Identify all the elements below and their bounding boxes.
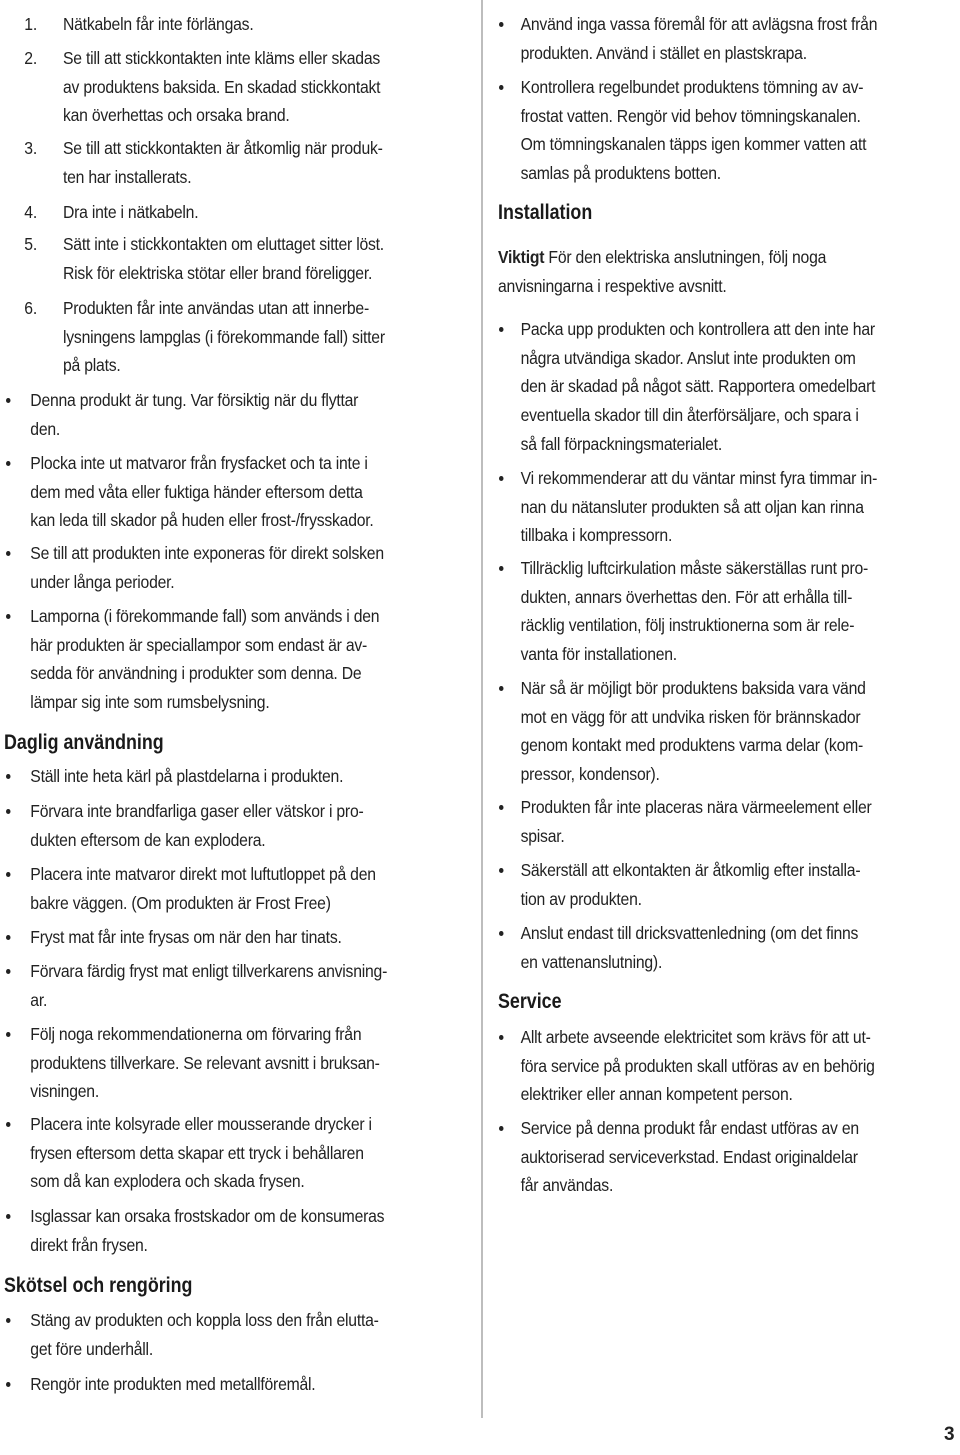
text-line: Nätkabeln får inte förlängas. <box>63 14 254 34</box>
section-heading-skotsel: Skötsel och rengöring <box>4 1274 193 1297</box>
text-line: Packa upp produkten och kontrollera att den inte har <box>520 319 875 339</box>
text-line: visningen. <box>30 1081 99 1102</box>
bullet-icon <box>6 809 11 814</box>
bullet-icon <box>499 85 504 90</box>
text-line: så fall förpackningsmaterialet. <box>520 433 722 454</box>
text-line: Dra inte i nätkabeln. <box>63 202 199 222</box>
text-line: den. <box>30 418 61 439</box>
text-line: Se till att produkten inte exponeras för direkt solsken <box>30 543 384 563</box>
text-line: samlas på produktens botten. <box>520 163 721 184</box>
text-line: Tillräcklig luftcirkulation måste säkerställas runt pro- <box>520 558 869 578</box>
text-line: Stäng av produkten och koppla loss den från elutta- <box>30 1310 379 1330</box>
text-line: spisar. <box>520 825 565 846</box>
text-line: den är skadad på något sätt. Rapportera omedelbart <box>520 376 876 397</box>
section-heading-daglig: Daglig användning <box>4 731 164 754</box>
text-line: get före underhåll. <box>30 1338 153 1359</box>
text-line: Förvara inte brandfarliga gaser eller vätskor i pro- <box>30 801 364 821</box>
text-line: direkt från frysen. <box>30 1234 148 1255</box>
bullet-icon <box>499 476 504 481</box>
text-line: lysningens lampglas (i förekommande fall) sitter <box>63 326 385 347</box>
text-line: Säkerställ att elkontakten är åtkomlig efter installa- <box>520 860 861 880</box>
text-line: Placera inte matvaror direkt mot luftutloppet på den <box>30 864 376 884</box>
bullet-icon <box>499 327 504 332</box>
text-line: kan överhettas och orsaka brand. <box>63 105 290 126</box>
bullet-icon <box>6 1032 11 1037</box>
text-line: en vattenanslutning). <box>520 951 663 972</box>
text-line: Denna produkt är tung. Var försiktig när du flyttar <box>30 390 359 410</box>
column-divider <box>481 0 483 1418</box>
text-line: elektriker eller annan kompetent person. <box>520 1084 793 1105</box>
bullet-icon <box>6 1382 11 1387</box>
text-line: Kontrollera regelbundet produktens tömning av av- <box>520 77 864 97</box>
text-line: mot en vägg för att undvika risken för brännskador <box>520 706 861 727</box>
text-line: Vi rekommenderar att du väntar minst fyra timmar in- <box>520 468 878 488</box>
text-line: Ställ inte heta kärl på plastdelarna i produkten. <box>30 766 344 786</box>
text-line: som då kan explodera och skada frysen. <box>30 1171 305 1192</box>
important-note <box>498 243 826 300</box>
text-line: Service på denna produkt får endast utföras av en <box>520 1118 859 1138</box>
text-line: Förvara färdig fryst mat enligt tillverkarens anvisning- <box>30 961 388 981</box>
text-line: av produktens baksida. En skadad stickkontakt <box>63 76 381 97</box>
page-number: 3 <box>944 1424 955 1445</box>
text-line: Följ noga rekommendationerna om förvaring från <box>30 1024 362 1044</box>
bullet-icon <box>6 1214 11 1219</box>
bullet-icon <box>499 566 504 571</box>
text-line: Isglassar kan orsaka frostskador om de konsumeras <box>30 1206 385 1226</box>
text-line: dukten, annars överhettas den. För att erhålla till- <box>520 586 853 607</box>
text-line: frysen eftersom detta skapar ett tryck i behållaren <box>30 1142 364 1163</box>
text-line: räcklig ventilation, följ instruktionerna som är rele- <box>520 615 855 636</box>
bullet-icon <box>6 1318 11 1323</box>
text-line: kan leda till skador på huden eller frost-/frysskador. <box>30 510 374 531</box>
text-line: produktens tillverkare. Se relevant avsnitt i bruksan- <box>30 1052 380 1073</box>
text-line: genom kontakt med produktens varma delar (kom- <box>520 735 864 756</box>
bullet-icon <box>6 551 11 556</box>
text-line: Risk för elektriska stötar eller brand föreligger. <box>63 262 373 283</box>
text-line: frostat vatten. Rengör vid behov tömningskanalen. <box>520 105 861 126</box>
bullet-icon <box>6 398 11 403</box>
text-line: Se till att stickkontakten inte kläms eller skadas <box>63 48 381 68</box>
text-line: Plocka inte ut matvaror från frysfacket och ta inte i <box>30 453 368 473</box>
bullet-icon <box>6 614 11 619</box>
text-line: Använd inga vassa föremål för att avlägsna frost från <box>520 14 878 34</box>
text-line: vanta för installationen. <box>520 644 677 665</box>
text-line: Produkten får inte placeras nära värmeelement eller <box>520 797 872 817</box>
text-line: produkten. Använd i stället en plastskrapa. <box>520 42 807 63</box>
text-line: föra service på produkten skall utföras av en behörig <box>520 1055 875 1076</box>
text-line: några utvändiga skador. Anslut inte produkten om <box>520 347 856 368</box>
text-line: dem med våta eller fuktiga händer eftersom detta <box>30 481 363 502</box>
bullet-icon <box>6 969 11 974</box>
bullet-icon <box>499 22 504 27</box>
bullet-icon <box>499 1126 504 1131</box>
bullet-icon <box>6 872 11 877</box>
text-line: Produkten får inte användas utan att innerbe- <box>63 298 369 318</box>
text-line: ten har installerats. <box>63 166 192 187</box>
text-line: Placera inte kolsyrade eller mousserande drycker i <box>30 1114 372 1134</box>
text-line: här produkten är speciallampor som endast är av- <box>30 634 368 655</box>
important-label: Viktigt <box>498 247 545 267</box>
text-line: För den elektriska anslutningen, följ noga <box>544 247 827 267</box>
text-line: får användas. <box>520 1175 614 1196</box>
bullet-icon <box>499 868 504 873</box>
text-line: lämpar sig inte som rumsbelysning. <box>30 692 270 713</box>
text-line: Allt arbete avseende elektricitet som krävs för att ut- <box>520 1027 871 1047</box>
section-heading-service: Service <box>498 990 562 1013</box>
text-line: Rengör inte produkten med metallföremål. <box>30 1374 316 1394</box>
bullet-icon <box>499 805 504 810</box>
bullet-icon <box>6 461 11 466</box>
text-line: på plats. <box>63 355 121 376</box>
text-line: Anslut endast till dricksvattenledning (om det finns <box>520 923 859 943</box>
bullet-icon <box>499 1035 504 1040</box>
text-line: tion av produkten. <box>520 888 642 909</box>
text-line: tillbaka i kompressorn. <box>520 525 673 546</box>
text-line: När så är möjligt bör produktens baksida vara vänd <box>520 678 866 698</box>
section-heading-installation: Installation <box>498 201 593 224</box>
text-line: bakre väggen. (Om produkten är Frost Free) <box>30 892 331 913</box>
bullet-icon <box>6 1122 11 1127</box>
text-line: Fryst mat får inte frysas om när den har tinats. <box>30 927 342 947</box>
text-line: Se till att stickkontakten är åtkomlig när produk- <box>63 138 383 158</box>
text-line: nan du nätansluter produkten så att oljan kan rinna <box>520 496 864 517</box>
bullet-icon <box>499 931 504 936</box>
text-line: Om tömningskanalen täpps igen kommer vatten att <box>520 134 867 155</box>
text-line: anvisningarna i respektive avsnitt. <box>498 275 727 296</box>
bullet-icon <box>6 935 11 940</box>
bullet-icon <box>6 774 11 779</box>
text-line: sedda för användning i produkter som denna. De <box>30 663 362 684</box>
text-line: eventuella skador till din återförsäljare, och spara i <box>520 405 859 426</box>
text-line: pressor, kondensor). <box>520 764 660 785</box>
bullet-icon <box>499 686 504 691</box>
text-line: auktoriserad serviceverkstad. Endast originaldelar <box>520 1146 858 1167</box>
text-line: Sätt inte i stickkontakten om eluttaget sitter löst. <box>63 234 384 254</box>
text-line: dukten eftersom de kan explodera. <box>30 829 266 850</box>
text-line: under långa perioder. <box>30 571 175 592</box>
text-line: Lamporna (i förekommande fall) som används i den <box>30 606 380 626</box>
text-line: ar. <box>30 989 48 1010</box>
